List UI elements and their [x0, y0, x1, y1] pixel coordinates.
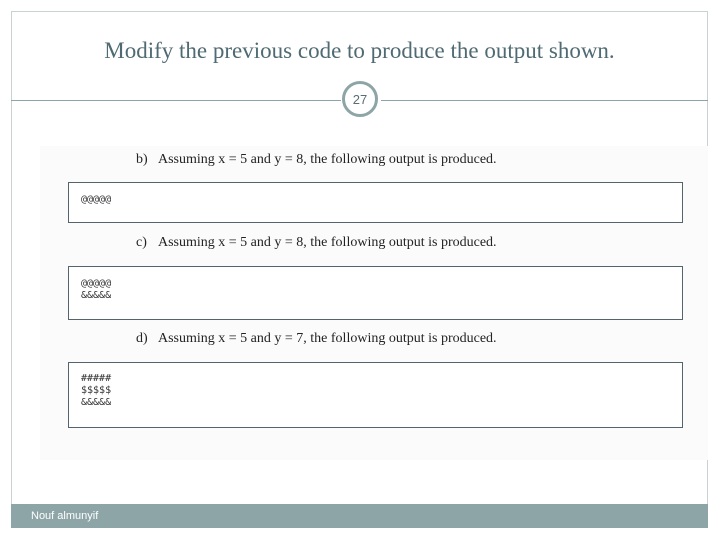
question-d [136, 331, 497, 347]
question-text: Assuming x = 5 and y = 7, the following output is produced. [158, 331, 497, 346]
output-line: @@@@@ [81, 194, 112, 205]
question-letter: d) [136, 331, 148, 346]
output-line: ##### [81, 373, 112, 384]
question-text: Assuming x = 5 and y = 8, the following output is produced. [158, 235, 497, 250]
output-box-d [68, 362, 683, 428]
question-letter: b) [136, 152, 148, 167]
footer-author: Nouf almunyif [31, 510, 99, 522]
output-line: @@@@@ [81, 278, 112, 289]
footer-bar [11, 504, 708, 528]
page-number: 27 [352, 91, 368, 107]
question-letter: c) [136, 235, 147, 250]
output-box-b [68, 182, 683, 223]
question-c [136, 235, 497, 251]
title-divider-left [11, 100, 341, 101]
page-number-badge [342, 81, 378, 117]
output-line: &&&&& [81, 397, 112, 408]
question-text: Assuming x = 5 and y = 8, the following output is produced. [158, 152, 497, 167]
slide-title: Modify the previous code to produce the output shown. [104, 38, 615, 63]
output-box-c [68, 266, 683, 320]
output-line: &&&&& [81, 290, 112, 301]
output-line: $$$$$ [81, 385, 112, 396]
question-b [136, 152, 497, 168]
title-divider-right [381, 100, 708, 101]
